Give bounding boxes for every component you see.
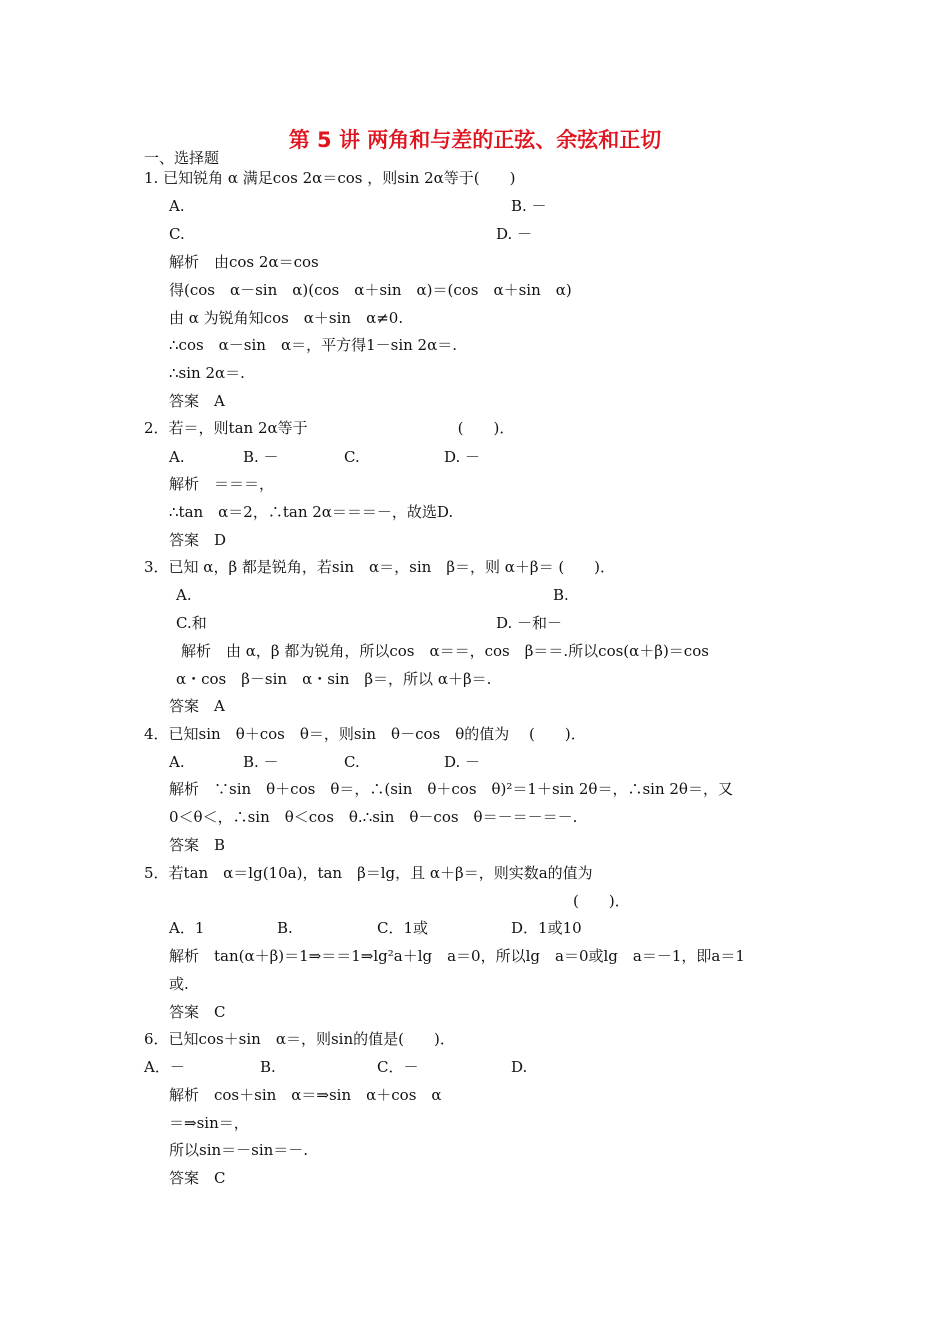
text-line: A. [169,753,185,771]
text-line: C．－ [377,1058,419,1076]
text-line: 0＜θ＜，∴sin θ＜cos θ.∴sin θ－cos θ＝－＝－＝－. [169,808,578,826]
text-line: B. [260,1058,276,1076]
text-line: ∴tan α＝2，∴tan 2α＝＝＝－，故选D. [169,503,454,521]
text-line: B. [277,919,293,937]
text-line: C. [344,448,360,466]
text-line: 答案 C [169,1003,226,1021]
text-line: 答案 D [169,531,227,549]
text-line: 解析 由 α，β 都为锐角，所以cos α＝＝，cos β＝＝.所以cos(α＋β)＝cos [181,642,709,660]
text-line: 答案 A [169,392,225,410]
text-line: ∴cos α－sin α＝，平方得1－sin 2α＝. [169,336,457,354]
text-line: A. [169,197,185,215]
text-line: 解析 由cos 2α＝cos [169,253,319,271]
text-line: 2．若＝，则tan 2α等于 ( )． [144,419,515,437]
page-title: 第 5 讲 两角和与差的正弦、余弦和正切 [288,128,662,152]
text-line: 解析 ∵sin θ＋cos θ＝，∴(sin θ＋cos θ)²＝1＋sin 2θ＝，∴sin 2θ＝，又 [169,780,733,798]
text-line: D. － [444,448,481,466]
text-line: 得(cos α－sin α)(cos α＋sin α)＝(cos α＋sin α) [169,281,572,299]
text-line: 解析 ＝＝＝， [169,475,275,493]
text-line: 5．若tan α＝lg(10a)，tan β＝lg，且 α＋β＝，则实数a的值为 [144,864,593,882]
text-line: 由 α 为锐角知cos α＋sin α≠0. [169,309,404,327]
text-line: 或. [169,975,189,993]
text-line: ＝⇒sin＝， [169,1114,249,1132]
text-line: A．－ [144,1058,185,1076]
text-line: B. － [243,753,279,771]
text-line: 4．已知sin θ＋cos θ＝，则sin θ－cos θ的值为 ( )． [144,725,586,743]
text-line: B. － [511,197,547,215]
text-line: ∴sin 2α＝. [169,364,245,382]
text-line: 6．已知cos＋sin α＝，则sin的值是( )． [144,1030,455,1048]
text-line: C. [344,753,360,771]
text-line: B. － [243,448,279,466]
text-line: 答案 A [169,697,225,715]
text-line: B. [553,586,569,604]
text-line: C. [169,225,185,243]
text-line: A. [176,586,192,604]
section-heading: 一、选择题 [144,149,220,167]
text-line: D. [511,1058,528,1076]
text-line: 3．已知 α，β 都是锐角，若sin α＝，sin β＝，则 α＋β＝ ( )． [144,558,616,576]
text-line: A．1 [169,919,205,937]
text-line: α・cos β－sin α・sin β＝，所以 α＋β＝. [176,670,492,688]
text-line: 解析 cos＋sin α＝⇒sin α＋cos α [169,1086,442,1104]
text-line: D. － [496,225,533,243]
text-line: 解析 tan(α＋β)＝1⇒＝＝1⇒lg²a＋lg a＝0，所以lg a＝0或lg a＝－1，即a＝1 [169,947,745,965]
text-line: 1. 已知锐角 α 满足cos 2α＝cos ，则sin 2α等于( ) [144,169,516,187]
text-line: C．1或 [377,919,429,937]
text-line: D. － [444,753,481,771]
text-line: 答案 B [169,836,226,854]
text-line: 所以sin＝－sin＝－. [169,1141,309,1159]
text-line: D. －和－ [496,614,563,632]
text-line: A. [169,448,185,466]
text-line: 答案 C [169,1169,226,1187]
text-line: D．1或10 [511,919,582,937]
text-line: ( )． [573,892,630,910]
text-line: C.和 [176,614,207,632]
